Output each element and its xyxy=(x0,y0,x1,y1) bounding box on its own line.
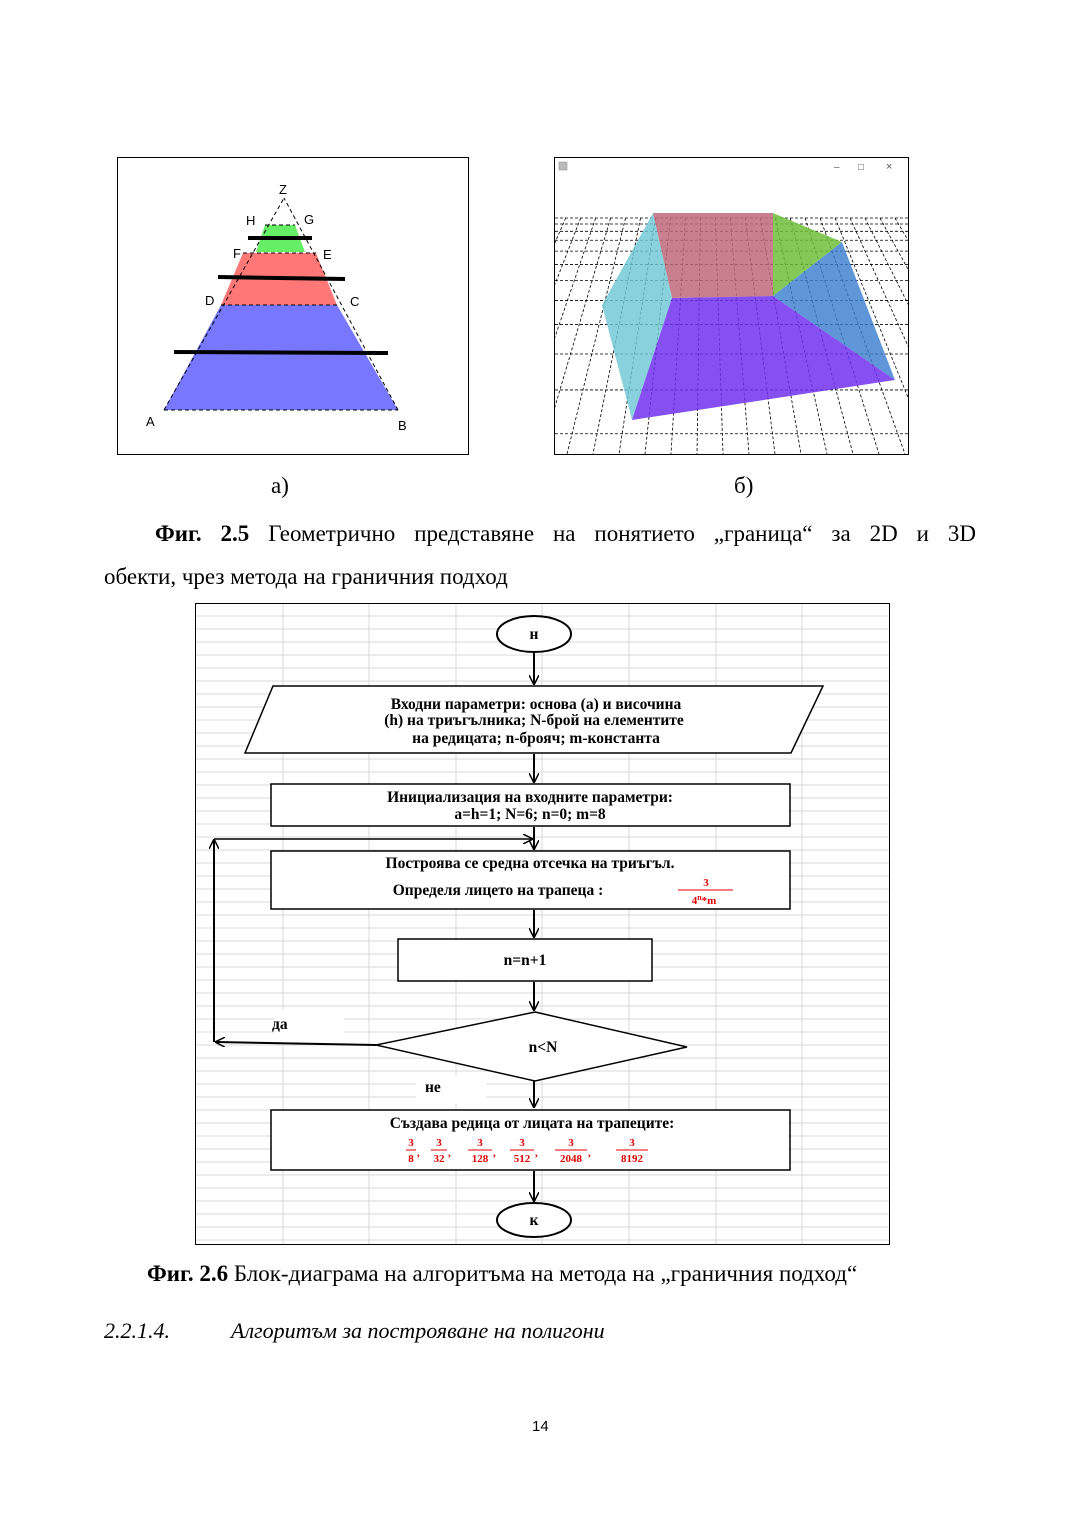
figure-2-5-caption xyxy=(104,517,976,594)
vertex-label-h: H xyxy=(246,213,256,228)
maximize-icon[interactable]: □ xyxy=(858,162,865,173)
area-formula-denominator-exp: n xyxy=(697,893,702,902)
sequence-numerator: 3 xyxy=(629,1137,635,1149)
yes-label: да xyxy=(272,1016,288,1033)
vertex-label-d: D xyxy=(205,293,215,308)
vertex-label-f: F xyxy=(233,246,241,261)
flowchart-svg xyxy=(196,604,889,1244)
vertex-label-c: C xyxy=(350,294,360,309)
sequence-separator: , xyxy=(493,1147,496,1159)
area-formula-denominator-base: 4 xyxy=(691,895,698,907)
caption-number: Фиг. 2.6 xyxy=(147,1261,229,1286)
sequence-separator: , xyxy=(588,1147,591,1159)
end-label: к xyxy=(529,1212,539,1229)
result-label: Създава редица от лицата на трапеците: xyxy=(389,1115,675,1132)
sequence-denominator: 128 xyxy=(471,1153,489,1165)
vertex-label-g: G xyxy=(304,212,315,227)
sequence-separator: , xyxy=(448,1147,451,1159)
trapezoid-diagram xyxy=(118,158,468,454)
figure-2-5b-panel xyxy=(554,157,909,455)
sequence-numerator: 3 xyxy=(477,1137,483,1149)
input-line-3: на редицата; n-брояч; m-константа xyxy=(412,730,660,747)
process-line-1: Построява се средна отсечка на триъгъл. xyxy=(385,855,675,872)
section-number: 2.2.1.4. xyxy=(104,1318,170,1343)
process-line-2: Определя лицето на трапеца : xyxy=(392,882,604,899)
sequence-numerator: 3 xyxy=(436,1137,442,1149)
section-heading xyxy=(104,1318,605,1344)
sequence-denominator: 2048 xyxy=(560,1153,582,1165)
init-line-2: a=h=1; N=6; n=0; m=8 xyxy=(454,806,606,823)
sequence-denominator: 8192 xyxy=(621,1153,643,1165)
figure-2-5a-panel xyxy=(117,157,469,455)
vertex-label-b: B xyxy=(398,418,407,433)
figure-2-6-caption xyxy=(147,1257,857,1291)
vertex-label-a: A xyxy=(146,414,155,429)
sequence-separator: , xyxy=(417,1147,420,1159)
caption-text-line2: обекти, чрез метода на граничния подход xyxy=(104,564,508,589)
increment-label: n=n+1 xyxy=(503,952,547,969)
frustum-3d-window xyxy=(555,158,908,454)
vertex-label-z: Z xyxy=(279,182,287,197)
app-icon xyxy=(559,162,567,170)
close-icon[interactable]: × xyxy=(886,161,893,173)
area-formula-numerator: 3 xyxy=(703,877,709,889)
sublabel-b: б) xyxy=(734,473,754,498)
init-line-1: Инициализация на входните параметри: xyxy=(387,789,673,806)
sequence-numerator: 3 xyxy=(519,1137,525,1149)
minimize-icon[interactable]: – xyxy=(834,162,840,173)
figure-2-6-flowchart xyxy=(195,603,890,1245)
top-face xyxy=(653,213,773,298)
sequence-denominator: 512 xyxy=(513,1153,531,1165)
caption-number: Фиг. 2.5 xyxy=(155,521,250,546)
bottom-band xyxy=(164,305,398,410)
sublabel-a: а) xyxy=(271,473,289,498)
caption-text-line1: Геометрично представяне на понятието „граница“ за 2D и 3D xyxy=(249,521,976,546)
page-number: 14 xyxy=(532,1418,549,1435)
start-label: н xyxy=(529,626,539,643)
area-formula-denominator-rest: *m xyxy=(701,895,717,907)
sequence-denominator: 32 xyxy=(433,1153,445,1165)
no-label: не xyxy=(425,1079,441,1096)
sequence-denominator: 8 xyxy=(408,1153,414,1165)
sequence-separator: , xyxy=(535,1147,538,1159)
condition-label: n<N xyxy=(528,1039,558,1056)
sequence-numerator: 3 xyxy=(408,1137,414,1149)
input-line-1: Входни параметри: основа (a) и височина xyxy=(390,696,682,713)
input-line-2: (h) на триъгълника; N-брой на елементите xyxy=(384,712,684,729)
sequence-numerator: 3 xyxy=(568,1137,574,1149)
vertex-label-e: E xyxy=(323,247,332,262)
caption-text: Блок-диаграма на алгоритъма на метода на „граничния подход“ xyxy=(228,1261,858,1286)
section-title: Алгоритъм за построяване на полигони xyxy=(231,1318,605,1343)
svg-text:4n*m xyxy=(692,893,717,907)
